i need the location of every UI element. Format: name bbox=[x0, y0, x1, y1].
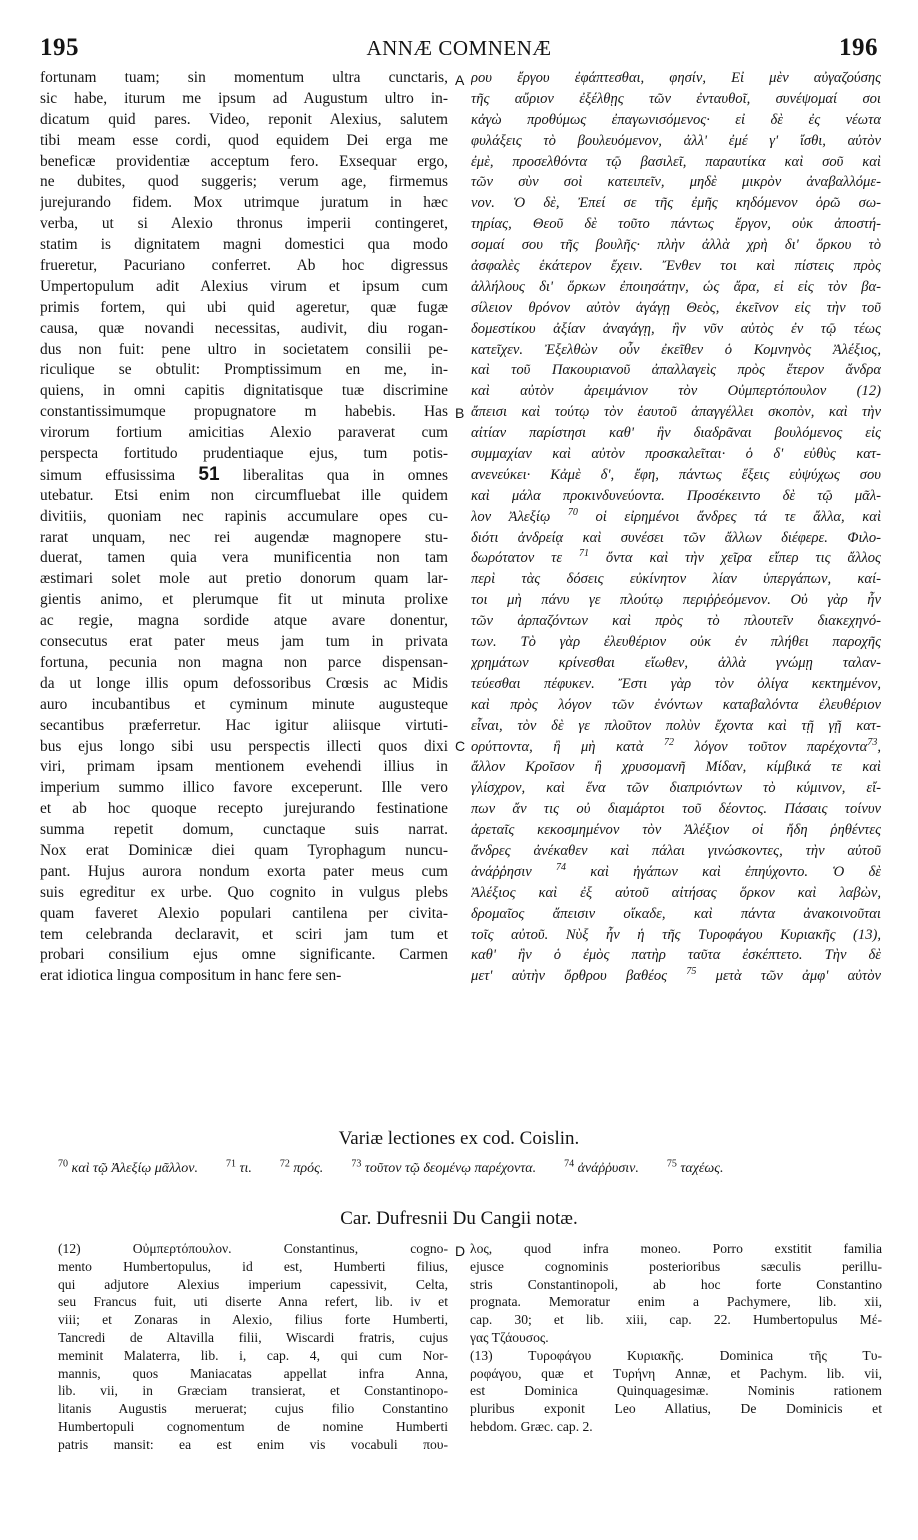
footnote-ref: 72 bbox=[664, 736, 675, 748]
greek-line: εἶναι, τὸν δὲ γε πλοῦτον πολὺν ἔχοντα καὶ τῇ γῇ κατ- bbox=[471, 717, 881, 734]
greek-line: καθ' ἣν ὁ ἐμὸς πατὴρ ταῦτα ἐσκέπτετο. Τὴν δὲ bbox=[471, 947, 881, 964]
latin-line: suis egreditur ex urbe. Quo cognito in vulgus plebs bbox=[40, 883, 448, 901]
latin-line: rarat unquam, nec rei augendæ magnopere stu- bbox=[40, 528, 448, 546]
variant-reading bbox=[280, 1158, 323, 1179]
left-page-number: 195 bbox=[40, 34, 79, 61]
latin-line: Nox erat Dominicæ diei quam Tyrophagum nuncu- bbox=[40, 841, 448, 859]
note-line: est Dominica Quinquagesimæ. Nominis rationem bbox=[470, 1383, 882, 1399]
latin-text: liberalitas qua in omnes bbox=[242, 466, 448, 484]
greek-line bbox=[471, 507, 881, 528]
greek-line: ανενεύκει· Κἀμὲ δ', ἔφη, πάντως ἕξεις εὐψύχως σου bbox=[471, 466, 881, 483]
note-line: meminit Malaterra, lib. i, cap. 4, qui cum Nor- bbox=[58, 1347, 448, 1363]
greek-line: κατεῖχεν. Ἐξελθὼν οὖν ἐκεῖθεν ὁ Κομνηνὸς Ἀλέξιος, bbox=[471, 341, 881, 358]
latin-line: divitiis, quoniam nec rapinis accumulare opes cu- bbox=[40, 507, 448, 525]
latin-line: verba, ut si Alexio thronus imperii contingeret, bbox=[40, 215, 448, 233]
note-line: (12) Οὐμπερτόπουλον. Constantinus, cogno- bbox=[58, 1241, 448, 1256]
greek-line: ἀρεταῖς κεκοσμημένον τὸν Ἀλέξιον οἱ ἤδη ῥηθέντες bbox=[471, 822, 881, 839]
greek-line: τοι μὴ πάνυ γε πλούτῳ περιῤῥεόμενον. Οὐ γὰρ ἦν bbox=[471, 592, 881, 609]
note-line: viii; et Zonaras in Alexio, filius forte Humberti, bbox=[58, 1312, 448, 1328]
greek-line: περὶ τὰς δόσεις εὐκίνητον λίαν ὑπεργάπων, καί- bbox=[471, 571, 881, 588]
note-line: cap. 30; et lib. xiii, cap. 22. Humbertopulus Μέ- bbox=[470, 1312, 882, 1328]
note-line: Humbertopuli cognomentum de nomine Humberti bbox=[58, 1418, 448, 1434]
greek-text: μετὰ τῶν ἀμφ' αὐτὸν bbox=[715, 968, 881, 985]
latin-line: frueretur, Pacuriano conferret. Ab hoc digressus bbox=[40, 257, 448, 275]
note-line: qui adjutore Alexius imperium capessivit, Celta, bbox=[58, 1276, 448, 1292]
greek-line: τεύεσθαι πέφυκεν. Ἔστι γὰρ τὸν ὀλίγα κεκτημένον, bbox=[471, 675, 881, 692]
note-line: ejusce cognominis posterioribus sæculis perillu- bbox=[470, 1258, 882, 1274]
greek-column bbox=[471, 68, 881, 987]
latin-line: consecutus erat pater meus jam tum in privata bbox=[40, 633, 448, 651]
variant-text: ταχέως. bbox=[680, 1161, 724, 1176]
greek-line: ἄλλον Κροῖσον ἢ χρυσομανῆ Μίδαν, κίμβικά τε καὶ bbox=[471, 759, 881, 776]
greek-line: φυλάξεις τὸ βουλευόμενον, ἀλλ' ἐμέ γ' ἴσθι, αὐτὸν bbox=[471, 132, 881, 149]
latin-line: fortuna, pecunia non magna non parce dispensan- bbox=[40, 653, 448, 671]
note-line: pluribus exponit Leo Allatius, De Dominicis et bbox=[470, 1401, 882, 1417]
greek-line: καὶ αὐτὸν ἀρειμάνιον τὸν Οὐμπερτόπουλον (12) bbox=[471, 383, 881, 400]
note-line: mento Humbertopulus, id est, Humberti filius, bbox=[58, 1258, 448, 1274]
note-line: (13) Τυροφάγου Κυριακῆς. Dominica τῆς Τυ- bbox=[470, 1347, 882, 1363]
latin-line: dus non fuit: pene ultro in societatem consilii pe- bbox=[40, 340, 448, 358]
greek-line: Ἀλέξιος καὶ ἐξ αὐτοῦ αἰτήσας ὅρκον καὶ λαβὼν, bbox=[471, 884, 881, 901]
note-line: patris mansit: ea est enim vis vocabuli που- bbox=[58, 1436, 448, 1452]
latin-line: fortunam tuam; sin momentum ultra cunctaris, bbox=[40, 69, 448, 86]
latin-line: Umpertopulum adit Alexius virum et ipsum cum bbox=[40, 277, 448, 295]
note-line: prognata. Memoratur enim a Pachymere, lib. xii, bbox=[470, 1294, 882, 1310]
variant-text: τι. bbox=[239, 1161, 252, 1176]
running-header bbox=[40, 34, 878, 64]
greek-line bbox=[471, 862, 881, 883]
greek-line: καὶ τοῦ Πακουριανοῦ ἀπαλλαγεὶς πρὸς ἕτερον ἄνδρα bbox=[471, 362, 881, 379]
greek-line: καὶ πρὸς λόγον τῶν ἐνόντων καταβαλόντα ἐλευθέριον bbox=[471, 696, 881, 713]
note-line: stris Constantinopoli, ab hoc forte Constantino bbox=[470, 1276, 882, 1292]
greek-line: σίλειον θρόνον αὐτὸν ἀγάγῃ Θεὸς, ἐκεῖνον εἰς τὴν τοῦ bbox=[471, 299, 881, 316]
greek-line: τοῖς αὐτοῦ. Νὺξ ἦν ἡ τῆς Τυροφάγου Κυριακῆς (13), bbox=[471, 926, 881, 943]
margin-marker-c: C bbox=[455, 738, 466, 754]
greek-line: τῆς αὔριον ἐξέλθῃς τῶν ἐνταυθοῖ, συνέψομαί σοι bbox=[471, 90, 881, 107]
latin-line: ne dubites, quod suggeris; verum age, firmemus bbox=[40, 173, 448, 191]
margin-marker-d: D bbox=[455, 1243, 466, 1259]
greek-line bbox=[471, 966, 881, 987]
greek-line: χρημάτων κρίνεσθαι εἴωθεν, ἀλλὰ γνώμῃ ταλαν- bbox=[471, 654, 881, 671]
latin-line: tem celebranda declaravit, et sciri jam tum et bbox=[40, 925, 448, 943]
greek-text: λον Ἀλεξίῳ bbox=[471, 508, 551, 525]
notes-heading: Car. Dufresnii Du Cangii notæ. bbox=[340, 1208, 578, 1229]
greek-line: ρου ἔργου ἐφάπτεσθαι, φησίν, Εἰ μὲν αὐγαζούσης bbox=[471, 70, 881, 86]
latin-line: statim is dignitatem magni domestici qua modo bbox=[40, 236, 448, 254]
greek-line: κἀγὼ προθύμως ἐπαγωνισόμενος· εἰ δὲ ἐς νέωτα bbox=[471, 111, 881, 128]
greek-line: τηρίας, Θεοῦ δὲ τοῦτο πάντως ἔργον, οὐκ ἀποστή- bbox=[471, 216, 881, 233]
variant-number: 71 bbox=[225, 1158, 236, 1170]
greek-text: ορύττοντα, ἢ μὴ κατὰ bbox=[471, 738, 644, 755]
latin-line: viri, primam ipsam mentionem evehendi illius in bbox=[40, 758, 448, 776]
greek-line: δομεστίκου ἀξίαν ἀναγάγῃ, ἣν νῦν αὐτὸς ἐν τῷ τέως bbox=[471, 320, 881, 337]
latin-line: da ut longe illis opum defossoribus Crœsis ac Midis bbox=[40, 674, 448, 692]
greek-line: ἀλλήλους δι' ὅρκων ἐποιησάτην, ὡς ἄρα, εἰ εἰς τὸν βα- bbox=[471, 278, 881, 295]
variant-number: 75 bbox=[666, 1158, 677, 1170]
greek-line: πων ἄν τις οὐ διαμάρτοι τοῦ δέοντος. Πάσαις τοίνυν bbox=[471, 801, 881, 818]
latin-line: quam faveret Alexio populari cantilena per civita- bbox=[40, 904, 448, 922]
footnote-ref: 73 bbox=[867, 736, 878, 748]
greek-line: καὶ μάλα προκινδυνεύοντα. Προσέκειντο δὲ τῷ μᾶλ- bbox=[471, 487, 881, 504]
note-line: litanis Augustis meruerat; cujus filio Constantino bbox=[58, 1401, 448, 1417]
latin-text: simum effusissima bbox=[40, 466, 176, 484]
latin-line: summa repetit domum, cunctaque suis narrat. bbox=[40, 821, 448, 839]
greek-line: ἀσφαλὲς ἑκάτερον ἔχειν. Ἔνθεν τοι καὶ πίστεις πρὸς bbox=[471, 258, 881, 275]
greek-line: νον. Ὁ δὲ, Ἐπεί σε τῆς ἐμῆς κηδόμενον ὁρῶ σω- bbox=[471, 195, 881, 212]
latin-line: sic habe, iturum me ipsum ad Augustum ultro in- bbox=[40, 89, 448, 107]
latin-line: utebatur. Etsi enim non circumfluebat ille quidem bbox=[40, 486, 448, 504]
latin-line: jurejurando fidem. Mox utrimque juratum in hæc bbox=[40, 194, 448, 212]
greek-text: μετ' αὐτὴν ὄρθρου βαθέος bbox=[471, 968, 668, 985]
latin-line bbox=[40, 465, 448, 486]
greek-line: των. Τὸ γὰρ ἐλευθέριον οὐκ ἐν πλήθει παροχῆς bbox=[471, 634, 881, 651]
latin-line: gientis animo, et plerumque fit ut minuta prolixe bbox=[40, 591, 448, 609]
latin-line: imperium summo illico favore exceperunt. Ille vero bbox=[40, 779, 448, 797]
variant-text: ἀνάῤῥυσιν. bbox=[577, 1161, 639, 1176]
variant-number: 73 bbox=[351, 1158, 362, 1170]
greek-line: ἄνδρες ἀνέκαθεν καὶ πάλαι γινώσκοντες, τὴν αὐτοῦ bbox=[471, 842, 881, 859]
variant-reading bbox=[564, 1158, 639, 1179]
variant-number: 74 bbox=[564, 1158, 575, 1170]
latin-line: duerat, tamen quia vera munificentia non tam bbox=[40, 549, 448, 567]
latin-line: virorum fortium amicitias Alexio paraverat cum bbox=[40, 424, 448, 442]
variant-number: 72 bbox=[279, 1158, 290, 1170]
greek-text: , bbox=[877, 738, 881, 755]
latin-line: et ab hoc quoque recepto jurejurando festinatione bbox=[40, 800, 448, 818]
latin-line: beneficæ providentiæ acceptum fero. Exsequar ergo, bbox=[40, 152, 448, 170]
note-line: hebdom. Græc. cap. 2. bbox=[470, 1418, 593, 1434]
greek-text: δωρότατον τε bbox=[471, 550, 563, 567]
note-line: mannis, quos Maniacatas appellat infra Anna, bbox=[58, 1365, 448, 1381]
greek-text: λόγον τοῦτον παρέχοντα bbox=[694, 738, 868, 755]
greek-line: τῶν σὺν σοὶ κατειπεῖν, μηδὲ μικρὸν ἀναβαλλόμε- bbox=[471, 174, 881, 191]
footnote-ref: 74 bbox=[556, 861, 566, 873]
note-line: Tancredi de Altavilla filii, Wiscardi fratris, cujus bbox=[58, 1329, 448, 1345]
variant-text: πρός. bbox=[293, 1161, 324, 1176]
variant-readings bbox=[58, 1158, 888, 1179]
latin-line: auro incubantibus et cyminum minute augusteque bbox=[40, 695, 448, 713]
variants-heading: Variæ lectiones ex cod. Coislin. bbox=[338, 1128, 580, 1149]
chapter-number: 51 bbox=[198, 463, 220, 485]
right-page-number: 196 bbox=[839, 34, 878, 61]
latin-column bbox=[40, 68, 448, 987]
footnote-ref: 75 bbox=[686, 966, 697, 978]
latin-line: tibi meam esse cordi, quod equidem Dei erga me bbox=[40, 131, 448, 149]
note-line: λος, quod infra moneo. Porro exstitit familia bbox=[470, 1241, 882, 1256]
greek-text: καὶ ἠγάπων καὶ ἐπηύχοντο. Ὁ δὲ bbox=[590, 863, 881, 880]
notes-right-column bbox=[470, 1240, 882, 1436]
footnote-ref: 70 bbox=[567, 506, 578, 518]
note-line: γας Τζάουσος. bbox=[470, 1329, 549, 1345]
greek-text: οἱ εἰρημένοι ἄνδρες τά τε ἄλλα, καὶ bbox=[595, 508, 881, 525]
latin-line: ac regie, magna sordide atque avare donentur, bbox=[40, 612, 448, 630]
greek-line bbox=[471, 548, 881, 569]
greek-line bbox=[471, 737, 881, 758]
variant-reading bbox=[226, 1158, 252, 1179]
greek-line: διότι ἀνδρείᾳ καὶ συνέσει τῶν ἄλλων διέφερε. Φιλο- bbox=[471, 529, 881, 546]
greek-text: ἀνάῤῥησιν bbox=[471, 863, 532, 880]
latin-line: bus ejus longo sibi usu perspectis illecti quos dixi bbox=[40, 737, 448, 755]
greek-line: δρομαῖος ἄπεισιν οἴκαδε, καὶ πάντα ἀνακοινοῦται bbox=[471, 905, 881, 922]
variant-text: τοῦτον τῷ δεομένῳ παρέχοντα. bbox=[364, 1161, 537, 1176]
note-line: seu Francus fuit, uti diserte Anna refert, lib. iv et bbox=[58, 1294, 448, 1310]
latin-line: causa, quæ novandi necessitas, audivit, diu rogan- bbox=[40, 319, 448, 337]
running-title: ANNÆ COMNENÆ bbox=[366, 36, 552, 60]
variant-text: καὶ τῷ Ἀλεξίῳ μᾶλλον. bbox=[71, 1161, 198, 1176]
variant-number: 70 bbox=[58, 1158, 68, 1170]
variant-reading bbox=[58, 1158, 198, 1179]
variant-reading bbox=[351, 1158, 536, 1179]
latin-line: constantissimumque propugnatore m habebis. Has bbox=[40, 403, 448, 421]
latin-line: primis fortem, qui ubi quid ageretur, quæ fugæ bbox=[40, 298, 448, 316]
greek-line: συμμαχίαν καὶ αὐτὸν προσκαλεῖται· ὁ δ' εὐθὺς κατ- bbox=[471, 446, 881, 463]
latin-line: æstimari solet mole aut pretio donorum quam lar- bbox=[40, 570, 448, 588]
note-line: ροφάγου, quæ et Τυρήνη Annæ, et Pachym. lib. vii, bbox=[470, 1365, 882, 1381]
latin-line: probari consilium ejus omne significante. Carmen bbox=[40, 946, 448, 964]
latin-line: erat idiotica lingua compositum in hanc fere sen- bbox=[40, 967, 342, 985]
greek-line: τῶν ἁρπαζόντων καὶ πρὸς τὸ πλουτεῖν διακεχηνό- bbox=[471, 613, 881, 630]
latin-line: dicatum quid pares. Video, reponit Alexius, salutem bbox=[40, 110, 448, 128]
greek-line: αἰτίαν παρίστησι καθ' ἣν διαδρᾶναι βουλόμενος εἰς bbox=[471, 425, 881, 442]
margin-marker-b: B bbox=[455, 405, 465, 421]
greek-line: ἄπεισι καὶ τούτῳ τὸν ἑαυτοῦ ἀπαγγέλλει σκοπὸν, καὶ τὴν bbox=[471, 404, 881, 421]
greek-line: γλίσχρον, καὶ ἕνα τῶν διαπριόντων τὸ κύμινον, εἴ- bbox=[471, 780, 881, 797]
variant-reading bbox=[667, 1158, 724, 1179]
notes-left-column bbox=[58, 1240, 448, 1454]
greek-line: σομαί σου τῆς βουλῆς· πλὴν ἀλλὰ χρὴ δι' ὅρκου τὸ bbox=[471, 237, 881, 254]
latin-line: secantibus præferretur. Hac igitur aliisque virtuti- bbox=[40, 716, 448, 734]
footnote-ref: 71 bbox=[579, 548, 590, 560]
note-line: lib. vii, in Græciam transierat, et Constantinopo- bbox=[58, 1383, 448, 1399]
latin-line: quiens, in omni capitis dignitatisque tuæ discrimine bbox=[40, 382, 448, 400]
greek-text: ὄντα καὶ τὴν χεῖρα εἴπερ τις ἄλλος bbox=[605, 550, 881, 567]
greek-line: ἐμὲ, προσελθόντα τῷ βασιλεῖ, παραυτίκα καὶ σοῦ καὶ bbox=[471, 153, 881, 170]
margin-marker-a: A bbox=[455, 72, 465, 88]
latin-line: perspecta fortitudo prudentiaque ejus, tum potis- bbox=[40, 445, 448, 463]
latin-line: pant. Hujus aurora nondum exorta pater meus cum bbox=[40, 862, 448, 880]
latin-line: riculique se obtulit: Promptissimum en me, in- bbox=[40, 361, 448, 379]
